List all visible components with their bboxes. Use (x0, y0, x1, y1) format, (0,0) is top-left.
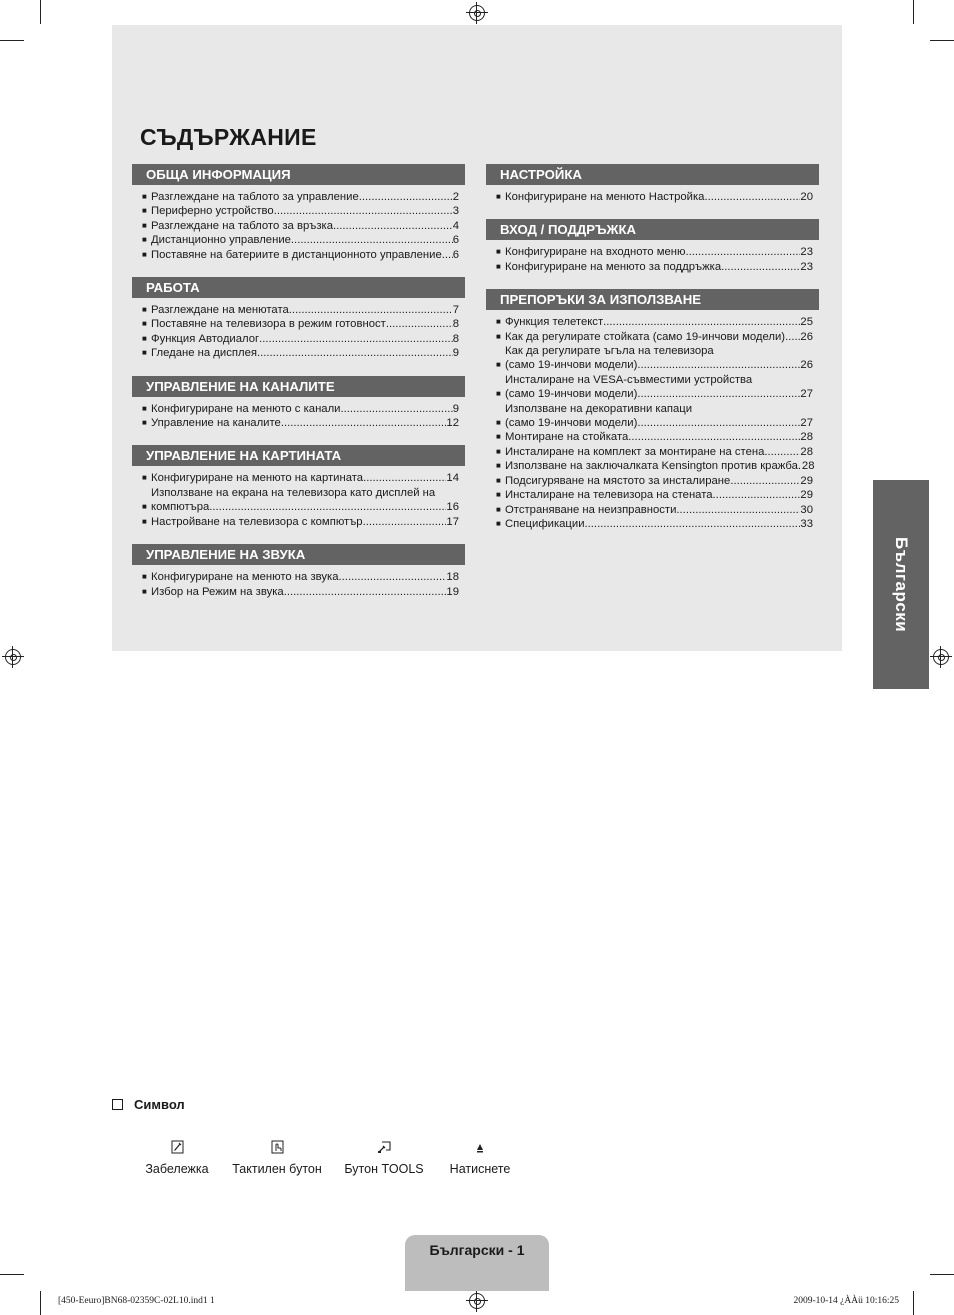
bullet-square-icon: ■ (142, 516, 147, 526)
checkbox-square-icon (112, 1099, 123, 1110)
dot-leader (704, 190, 800, 204)
bullet-square-icon: ■ (142, 572, 147, 582)
symbol-label: Бутон TOOLS (344, 1162, 424, 1176)
toc-entry[interactable] (486, 373, 819, 402)
dot-leader (628, 430, 800, 444)
toc-entry-page: 28 (800, 445, 813, 458)
toc-entry-text-continuation: (само 19-инчови модели) (505, 417, 638, 430)
dot-leader (363, 515, 447, 529)
toc-entry-text: Функция Автодиалог (151, 332, 260, 345)
bullet-square-icon: ■ (496, 360, 501, 370)
toc-entry[interactable] (486, 517, 819, 531)
toc-entry-text: Конфигуриране на менюто на картината (151, 472, 364, 485)
page-number-label: Български - 1 (429, 1242, 525, 1258)
toc-entry[interactable] (486, 445, 819, 459)
toc-entry-page: 28 (800, 431, 813, 444)
crop-mark (40, 1291, 41, 1315)
toc-entry-text: Поставяне на батериите в дистанционното управление (151, 248, 442, 261)
toc-entry-text: Функция телетекст (505, 316, 604, 329)
toc-entry-page: 6 (452, 248, 459, 261)
toc-entry-text: Поставяне на телевизора в режим готовност (151, 318, 386, 331)
toc-entry-text-continuation: (само 19-инчови модели) (505, 359, 638, 372)
toc-entry-text-continuation: (само 19-инчови модели) (505, 388, 638, 401)
bullet-square-icon: ■ (496, 247, 501, 257)
symbols-heading (112, 1097, 185, 1112)
toc-entry-text: Как да регулирате ъгъла на телевизора (505, 345, 714, 358)
toc-entry-text: Използване на екрана на телевизора като дисплей на (151, 486, 436, 499)
toc-section-heading: УПРАВЛЕНИЕ НА КАРТИНАТА (132, 445, 465, 466)
toc-entry[interactable] (132, 317, 465, 331)
registration-mark-icon (469, 5, 485, 21)
toc-entry[interactable] (486, 503, 819, 517)
dot-leader (585, 517, 801, 531)
toc-entry-text: Монтиране на стойката (505, 431, 629, 444)
toc-entry[interactable] (486, 344, 819, 373)
registration-mark-icon (469, 1293, 485, 1309)
toc-entry[interactable] (486, 430, 819, 444)
toc-section (486, 219, 819, 274)
toc-entry[interactable] (486, 488, 819, 502)
toc-entry[interactable] (132, 303, 465, 317)
toc-entry-text-continuation: компютъра (151, 501, 210, 514)
bullet-square-icon: ■ (496, 389, 501, 399)
toc-entry-page: 6 (452, 234, 459, 247)
toc-section (132, 376, 465, 431)
bullet-square-icon: ■ (142, 319, 147, 329)
bullet-square-icon: ■ (142, 586, 147, 596)
dot-leader (721, 260, 800, 274)
toc-section (132, 164, 465, 262)
bullet-square-icon: ■ (496, 317, 501, 327)
toc-entry-page: 25 (800, 316, 813, 329)
toc-entry[interactable] (486, 260, 819, 274)
toc-entry-text: Разглеждане на менютата (151, 304, 289, 317)
bullet-square-icon: ■ (496, 504, 501, 514)
toc-entry-page: 19 (446, 585, 459, 598)
dot-leader (363, 471, 446, 485)
toc-entry[interactable] (132, 233, 465, 247)
symbol-touch-button (222, 1138, 332, 1176)
symbol-label: Тактилен бутон (232, 1162, 322, 1176)
bullet-square-icon: ■ (496, 475, 501, 485)
toc-entry-text: Конфигуриране на менюто на звука (151, 571, 339, 584)
bullet-square-icon: ■ (496, 261, 501, 271)
toc-entry-text: Управление на каналите (151, 417, 281, 430)
toc-section (132, 277, 465, 361)
bullet-square-icon: ■ (142, 473, 147, 483)
dot-leader (291, 233, 453, 247)
dot-leader (637, 416, 800, 430)
dot-leader (259, 332, 453, 346)
dot-leader (603, 315, 800, 329)
symbol-press (425, 1138, 535, 1176)
toc-section-heading: ОБЩА ИНФОРМАЦИЯ (132, 164, 465, 185)
toc-entry-text: Спецификации (505, 517, 585, 530)
dot-leader (257, 346, 453, 360)
toc-entry-page: 29 (800, 489, 813, 502)
toc-entry-page: 3 (452, 205, 459, 218)
dot-leader (764, 445, 800, 459)
toc-entry-page: 29 (800, 474, 813, 487)
toc-section-heading: ВХОД / ПОДДРЪЖКА (486, 219, 819, 240)
toc-entry-page: 12 (446, 417, 459, 430)
bullet-square-icon: ■ (496, 432, 501, 442)
registration-mark-icon (5, 649, 21, 665)
toc-entry-text: Конфигуриране на менюто за поддръжка (505, 260, 722, 273)
toc-entry[interactable] (132, 416, 465, 430)
toc-entry-text: Разглеждане на таблото за управление (151, 191, 359, 203)
symbol-label: Забележка (145, 1162, 209, 1176)
toc-section (132, 544, 465, 599)
toc-entry[interactable] (132, 515, 465, 529)
toc-entry-page: 8 (452, 318, 459, 331)
toc-entry[interactable] (132, 248, 465, 262)
dot-leader (333, 219, 453, 233)
bullet-square-icon: ■ (142, 305, 147, 315)
press-icon (425, 1138, 535, 1156)
toc-entry-page: 14 (446, 472, 459, 485)
bullet-square-icon: ■ (496, 331, 501, 341)
page-number-tab (405, 1235, 549, 1291)
toc-right-column (486, 164, 819, 546)
symbol-tools-button (329, 1138, 439, 1176)
dot-leader (713, 488, 801, 502)
bullet-square-icon: ■ (142, 333, 147, 343)
toc-entry-page: 26 (800, 359, 813, 372)
symbol-note (122, 1138, 232, 1176)
toc-entry[interactable] (486, 190, 819, 204)
toc-entry[interactable] (486, 245, 819, 259)
toc-entry[interactable] (132, 190, 465, 204)
toc-entry[interactable] (132, 219, 465, 233)
toc-entry-text: Гледане на дисплея (151, 347, 257, 360)
bullet-square-icon: ■ (142, 220, 147, 230)
toc-entry-page: 26 (800, 330, 813, 343)
crop-mark (40, 0, 41, 24)
toc-entry-page: 2 (452, 191, 459, 203)
dot-leader (284, 585, 447, 599)
crop-mark (0, 1274, 24, 1275)
bullet-square-icon: ■ (142, 235, 147, 245)
toc-entry-page: 20 (800, 191, 813, 203)
symbol-label: Натиснете (449, 1162, 511, 1176)
bullet-square-icon: ■ (142, 502, 147, 512)
toc-entry[interactable] (132, 570, 465, 584)
bullet-square-icon: ■ (496, 418, 501, 428)
bullet-square-icon: ■ (496, 446, 501, 456)
bullet-square-icon: ■ (142, 206, 147, 216)
print-slug-right: 2009-10-14 ¿ÀÀü 10:16:25 (793, 1296, 899, 1306)
symbols-heading-label: Символ (134, 1097, 185, 1112)
dot-leader (442, 248, 453, 262)
toc-entry-text: Подсигуряване на мястото за инсталиране (505, 474, 731, 487)
dot-leader (637, 387, 800, 401)
toc-entry[interactable] (132, 471, 465, 485)
toc-entry-text: Инсталиране на телевизора на стената (505, 489, 713, 502)
toc-entry[interactable] (486, 459, 819, 473)
page-title: СЪДЪРЖАНИЕ (140, 124, 317, 150)
dot-leader (359, 190, 453, 204)
toc-entry-page: 9 (452, 347, 459, 360)
toc-entry-text: Конфигуриране на входното меню (505, 246, 686, 259)
toc-entry-text: Използване на заключалката Kensington против кражба (505, 460, 798, 473)
bullet-square-icon: ■ (496, 490, 501, 500)
bullet-square-icon: ■ (496, 518, 501, 528)
dot-leader (730, 474, 800, 488)
crop-mark (0, 40, 24, 41)
crop-mark (913, 0, 914, 24)
toc-entry[interactable] (486, 402, 819, 431)
toc-section-heading: УПРАВЛЕНИЕ НА КАНАЛИТЕ (132, 376, 465, 397)
toc-section-heading: ПРЕПОРЪКИ ЗА ИЗПОЛЗВАНЕ (486, 289, 819, 310)
toc-entry-page: 17 (446, 515, 459, 528)
toc-entry[interactable] (486, 315, 819, 329)
crop-mark (913, 1291, 914, 1315)
toc-entry-page: 9 (452, 402, 459, 415)
toc-entry-text: Периферно устройство (151, 205, 274, 218)
toc-entry-page: 28 (801, 460, 815, 473)
dot-leader (274, 204, 453, 218)
toc-entry-text: Как да регулирате стойката (само 19-инчови модели) (505, 330, 786, 343)
toc-entry[interactable] (132, 486, 465, 515)
toc-entry-text: Дистанционно управление (151, 234, 291, 247)
bullet-square-icon: ■ (142, 348, 147, 358)
bullet-square-icon: ■ (142, 192, 147, 201)
toc-entry-text: Настройване на телевизора с компютър (151, 515, 363, 528)
crop-mark (930, 40, 954, 41)
toc-entry[interactable] (486, 474, 819, 488)
toc-entry-text: Използване на декоративни капаци (505, 402, 693, 415)
toc-entry-page: 18 (446, 571, 459, 584)
toc-entry-text: Конфигуриране на менюто Настройка (505, 191, 705, 203)
language-tab (873, 480, 929, 689)
toc-entry[interactable] (132, 585, 465, 599)
language-tab-label: Български (892, 536, 911, 633)
bullet-square-icon: ■ (142, 418, 147, 428)
toc-section-heading: РАБОТА (132, 277, 465, 298)
toc-entry-text: Избор на Режим на звука (151, 585, 284, 598)
dot-leader (785, 330, 800, 344)
registration-mark-icon (933, 649, 949, 665)
toc-entry-text: Инсталиране на VESA-съвместими устройства (505, 373, 753, 386)
bullet-square-icon: ■ (496, 461, 501, 471)
toc-entry[interactable] (486, 330, 819, 344)
toc-entry-page: 27 (800, 417, 813, 430)
bullet-square-icon: ■ (142, 403, 147, 413)
toc-section-heading: НАСТРОЙКА (486, 164, 819, 185)
toc-entry[interactable] (132, 332, 465, 346)
dot-leader (341, 402, 453, 416)
toc-entry[interactable] (132, 402, 465, 416)
dot-leader (386, 317, 453, 331)
toc-entry[interactable] (132, 204, 465, 218)
toc-entry-page: 4 (452, 219, 459, 232)
toc-section (486, 164, 819, 204)
toc-entry-page: 16 (446, 501, 459, 514)
toc-section (486, 289, 819, 531)
toc-left-column (132, 164, 465, 614)
crop-mark (930, 1274, 954, 1275)
dot-leader (676, 503, 800, 517)
toc-section-heading: УПРАВЛЕНИЕ НА ЗВУКА (132, 544, 465, 565)
dot-leader (209, 500, 446, 514)
toc-entry-page: 27 (800, 388, 813, 401)
note-icon (122, 1138, 232, 1156)
toc-entry-page: 30 (800, 503, 813, 516)
dot-leader (289, 303, 453, 317)
toc-entry-page: 33 (800, 517, 813, 530)
print-slug-left: [450-Eeuro]BN68-02359C-02L10.ind1 1 (58, 1296, 215, 1306)
toc-entry-page: 7 (452, 304, 459, 317)
bullet-square-icon: ■ (496, 192, 501, 201)
toc-entry-page: 23 (800, 246, 813, 259)
toc-entry-text: Инсталиране на комплект за монтиране на стена (505, 445, 765, 458)
toc-entry[interactable] (132, 346, 465, 360)
toc-entry-text: Разглеждане на таблото за връзка (151, 219, 333, 232)
toc-entry-page: 8 (452, 332, 459, 345)
dot-leader (637, 358, 800, 372)
toc-entry-text: Отстраняване на неизправности (505, 503, 677, 516)
toc-section (132, 445, 465, 529)
dot-leader (685, 245, 800, 259)
dot-leader (281, 416, 447, 430)
toc-entry-text: Конфигуриране на менюто с канали (151, 402, 341, 415)
toc-entry-page: 23 (800, 260, 813, 273)
dot-leader (339, 570, 447, 584)
touch-button-icon (222, 1138, 332, 1156)
tools-button-icon (329, 1138, 439, 1156)
bullet-square-icon: ■ (142, 249, 147, 259)
